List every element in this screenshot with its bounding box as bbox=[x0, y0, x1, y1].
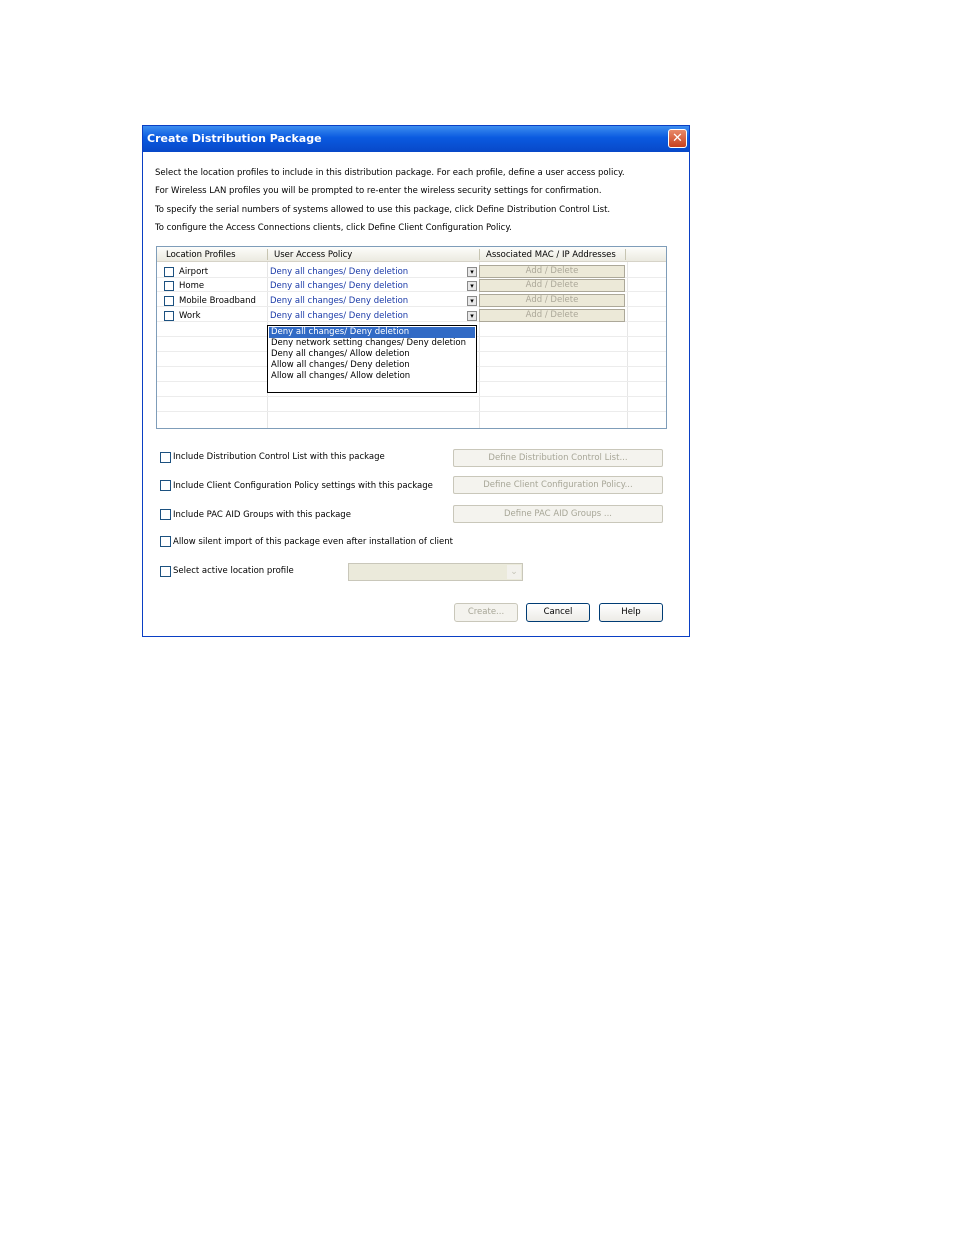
close-button[interactable] bbox=[668, 129, 687, 148]
create-button[interactable]: Create... bbox=[454, 603, 518, 622]
include-dcl-checkbox[interactable] bbox=[160, 452, 171, 463]
policy-dropdown-list bbox=[267, 325, 477, 393]
profile-checkbox-home[interactable] bbox=[164, 281, 174, 291]
policy-value[interactable]: Deny all changes/ Deny deletion bbox=[270, 267, 409, 277]
header-separator bbox=[267, 249, 268, 260]
policy-option[interactable]: Allow all changes/ Allow deletion bbox=[271, 371, 411, 381]
grid-line bbox=[157, 396, 666, 397]
active-profile-select[interactable] bbox=[348, 563, 523, 581]
chevron-down-icon: ▾ bbox=[470, 297, 474, 305]
column-header-mac-ip[interactable]: Associated MAC / IP Addresses bbox=[479, 247, 627, 262]
include-ccp-label[interactable]: Include Client Configuration Policy settings with this package bbox=[173, 481, 433, 491]
chevron-down-icon[interactable]: ⌄ bbox=[507, 565, 521, 579]
help-button[interactable]: Help bbox=[599, 603, 663, 622]
add-delete-button[interactable]: Add / Delete bbox=[479, 265, 625, 278]
grid-line bbox=[627, 262, 628, 428]
policy-dropdown-button[interactable] bbox=[467, 311, 477, 321]
policy-option[interactable]: Deny network setting changes/ Deny deletion bbox=[271, 338, 466, 348]
allow-silent-import-label[interactable]: Allow silent import of this package even after installation of client bbox=[173, 537, 453, 547]
policy-option[interactable]: Allow all changes/ Deny deletion bbox=[271, 360, 410, 370]
profile-checkbox-mobile-broadband[interactable] bbox=[164, 296, 174, 306]
include-ccp-checkbox[interactable] bbox=[160, 480, 171, 491]
chevron-down-icon: ▾ bbox=[470, 312, 474, 320]
column-header-empty bbox=[627, 247, 667, 262]
profile-name: Airport bbox=[179, 267, 209, 277]
policy-dropdown-button[interactable] bbox=[467, 296, 477, 306]
policy-value[interactable]: Deny all changes/ Deny deletion bbox=[270, 311, 409, 321]
include-dcl-label[interactable]: Include Distribution Control List with this package bbox=[173, 452, 385, 462]
add-delete-button[interactable]: Add / Delete bbox=[479, 279, 625, 292]
allow-silent-import-checkbox[interactable] bbox=[160, 536, 171, 547]
create-distribution-package-dialog bbox=[142, 125, 690, 637]
add-delete-button[interactable]: Add / Delete bbox=[479, 309, 625, 322]
chevron-down-icon: ▾ bbox=[470, 268, 474, 276]
add-delete-button[interactable]: Add / Delete bbox=[479, 294, 625, 307]
profile-name: Home bbox=[179, 281, 205, 291]
policy-dropdown-button[interactable] bbox=[467, 267, 477, 277]
intro-line-1: Select the location profiles to include in this distribution package. For each profile, define a user access policy. bbox=[155, 168, 625, 178]
define-ccp-button[interactable]: Define Client Configuration Policy... bbox=[453, 476, 663, 494]
policy-option[interactable]: Deny all changes/ Allow deletion bbox=[271, 349, 410, 359]
select-active-profile-label[interactable]: Select active location profile bbox=[173, 566, 294, 576]
intro-line-3: To specify the serial numbers of systems allowed to use this package, click Define Distribution Control List. bbox=[155, 205, 611, 215]
profile-checkbox-airport[interactable] bbox=[164, 267, 174, 277]
intro-line-4: To configure the Access Connections clients, click Define Client Configuration Policy. bbox=[155, 223, 512, 233]
profile-name: Mobile Broadband bbox=[179, 296, 256, 306]
title-bar[interactable] bbox=[143, 126, 689, 152]
cancel-button[interactable]: Cancel bbox=[526, 603, 590, 622]
profile-name: Work bbox=[179, 311, 201, 321]
profile-checkbox-work[interactable] bbox=[164, 311, 174, 321]
chevron-down-icon: ▾ bbox=[470, 282, 474, 290]
policy-value[interactable]: Deny all changes/ Deny deletion bbox=[270, 281, 409, 291]
include-pac-checkbox[interactable] bbox=[160, 509, 171, 520]
close-icon: ✕ bbox=[672, 131, 683, 146]
column-header-location-profiles[interactable]: Location Profiles bbox=[157, 247, 267, 262]
header-separator bbox=[479, 249, 480, 260]
column-header-user-access-policy[interactable]: User Access Policy bbox=[267, 247, 479, 262]
policy-dropdown-button[interactable] bbox=[467, 281, 477, 291]
include-pac-label[interactable]: Include PAC AID Groups with this package bbox=[173, 510, 351, 520]
dialog-title: Create Distribution Package bbox=[147, 132, 322, 145]
policy-option[interactable]: Deny all changes/ Deny deletion bbox=[269, 327, 475, 338]
grid-line bbox=[157, 411, 666, 412]
define-dcl-button[interactable]: Define Distribution Control List... bbox=[453, 449, 663, 467]
header-separator bbox=[625, 249, 626, 260]
policy-value[interactable]: Deny all changes/ Deny deletion bbox=[270, 296, 409, 306]
intro-line-2: For Wireless LAN profiles you will be prompted to re-enter the wireless security settings for confirmation. bbox=[155, 186, 602, 196]
select-active-profile-checkbox[interactable] bbox=[160, 566, 171, 577]
define-pac-button[interactable]: Define PAC AID Groups ... bbox=[453, 505, 663, 523]
